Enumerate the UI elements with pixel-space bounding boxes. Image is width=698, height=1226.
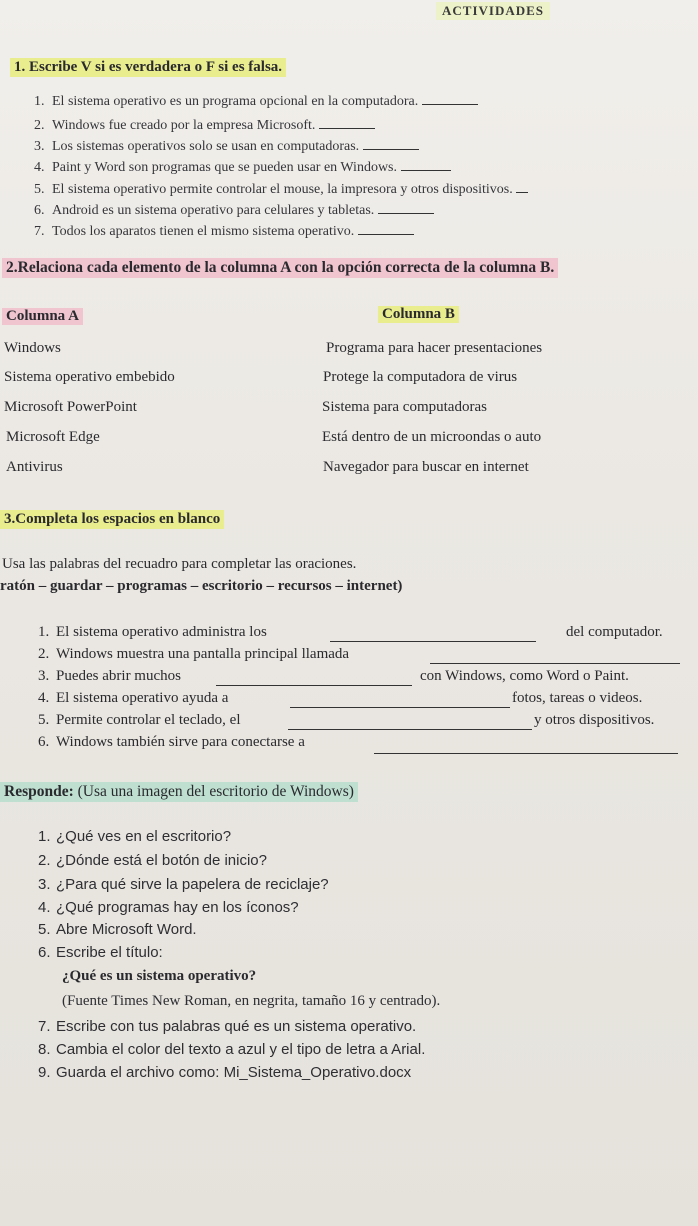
- fill-item-3: 3. Puedes abrir muchos: [38, 668, 181, 684]
- tf-item-5: 5. El sistema operativo permite controlar el mouse, la impresora y otros dispositivos.: [34, 182, 528, 198]
- column-a-item: Antivirus: [6, 459, 63, 475]
- column-a-item: Microsoft Edge: [6, 429, 100, 445]
- fill-item-1-end: del computador.: [566, 624, 663, 640]
- tf-item-4: 4. Paint y Word son programas que se pueden usar en Windows.: [34, 160, 451, 176]
- task-item-8: 8. Cambia el color del texto a azul y el tipo de letra a Arial.: [38, 1041, 426, 1058]
- fill-item-6: 6. Windows también sirve para conectarse a: [38, 734, 305, 750]
- fill-item-5-end: y otros dispositivos.: [534, 712, 655, 728]
- section-3-instruction: Usa las palabras del recuadro para completar las oraciones.: [2, 556, 357, 572]
- answer-blank[interactable]: [216, 684, 412, 686]
- word-bank: ratón – guardar – programas – escritorio – recursos – internet): [0, 578, 403, 594]
- section-3-heading: 3.Completa los espacios en blanco: [0, 510, 224, 529]
- fill-item-3-end: con Windows, como Word o Paint.: [420, 668, 629, 684]
- column-b-item: Protege la computadora de virus: [323, 369, 518, 385]
- fill-item-4: 4. El sistema operativo ayuda a: [38, 690, 229, 706]
- tf-item-1: 1. El sistema operativo es un programa opcional en la computadora.: [34, 94, 478, 110]
- column-a-item: Sistema operativo embebido: [4, 369, 175, 385]
- answer-blank[interactable]: [288, 728, 532, 730]
- column-a-item: Microsoft PowerPoint: [4, 399, 137, 415]
- tf-item-3: 3. Los sistemas operativos solo se usan en computadoras.: [34, 139, 419, 155]
- section-1-heading: 1. Escribe V si es verdadera o F si es falsa.: [10, 58, 286, 77]
- fill-item-4-end: fotos, tareas o videos.: [512, 690, 643, 706]
- task-item-2: 2. ¿Dónde está el botón de inicio?: [38, 852, 267, 869]
- tf-item-2: 2. Windows fue creado por la empresa Microsoft.: [34, 118, 375, 134]
- column-a-header: Columna A: [2, 308, 83, 325]
- task-item-4: 4. ¿Qué programas hay en los íconos?: [38, 899, 299, 916]
- title-format-note: (Fuente Times New Roman, en negrita, tamaño 16 y centrado).: [62, 993, 441, 1009]
- column-b-item: Programa para hacer presentaciones: [326, 340, 543, 356]
- title-to-write: ¿Qué es un sistema operativo?: [62, 968, 257, 984]
- column-b-item: Sistema para computadoras: [322, 399, 487, 415]
- task-item-1: 1. ¿Qué ves en el escritorio?: [38, 828, 232, 845]
- section-2-heading: 2.Relaciona cada elemento de la columna A con la opción correcta de la columna B.: [2, 258, 558, 278]
- worksheet-title: ACTIVIDADES: [436, 2, 550, 20]
- task-item-5: 5. Abre Microsoft Word.: [38, 921, 197, 938]
- fill-item-1: 1. El sistema operativo administra los: [38, 624, 267, 640]
- section-4-heading: Responde: (Usa una imagen del escritorio de Windows): [0, 782, 358, 802]
- answer-blank[interactable]: [374, 752, 678, 754]
- fill-item-2: 2. Windows muestra una pantalla principal llamada: [38, 646, 350, 662]
- task-item-3: 3. ¿Para qué sirve la papelera de reciclaje?: [38, 876, 329, 893]
- task-item-7: 7. Escribe con tus palabras qué es un sistema operativo.: [38, 1018, 417, 1035]
- tf-item-6: 6. Android es un sistema operativo para celulares y tabletas.: [34, 203, 434, 219]
- fill-item-5: 5. Permite controlar el teclado, el: [38, 712, 241, 728]
- answer-blank[interactable]: [290, 706, 510, 708]
- tf-item-7: 7. Todos los aparatos tienen el mismo sistema operativo.: [34, 224, 414, 240]
- task-item-9: 9. Guarda el archivo como: Mi_Sistema_Operativo.docx: [38, 1064, 412, 1081]
- answer-blank[interactable]: [330, 640, 536, 642]
- answer-blank[interactable]: [430, 662, 680, 664]
- column-b-item: Está dentro de un microondas o auto: [322, 429, 542, 445]
- column-b-item: Navegador para buscar en internet: [323, 459, 529, 475]
- task-item-6: 6. Escribe el título:: [38, 944, 163, 961]
- column-a-item: Windows: [4, 340, 61, 356]
- column-b-header: Columna B: [378, 306, 459, 323]
